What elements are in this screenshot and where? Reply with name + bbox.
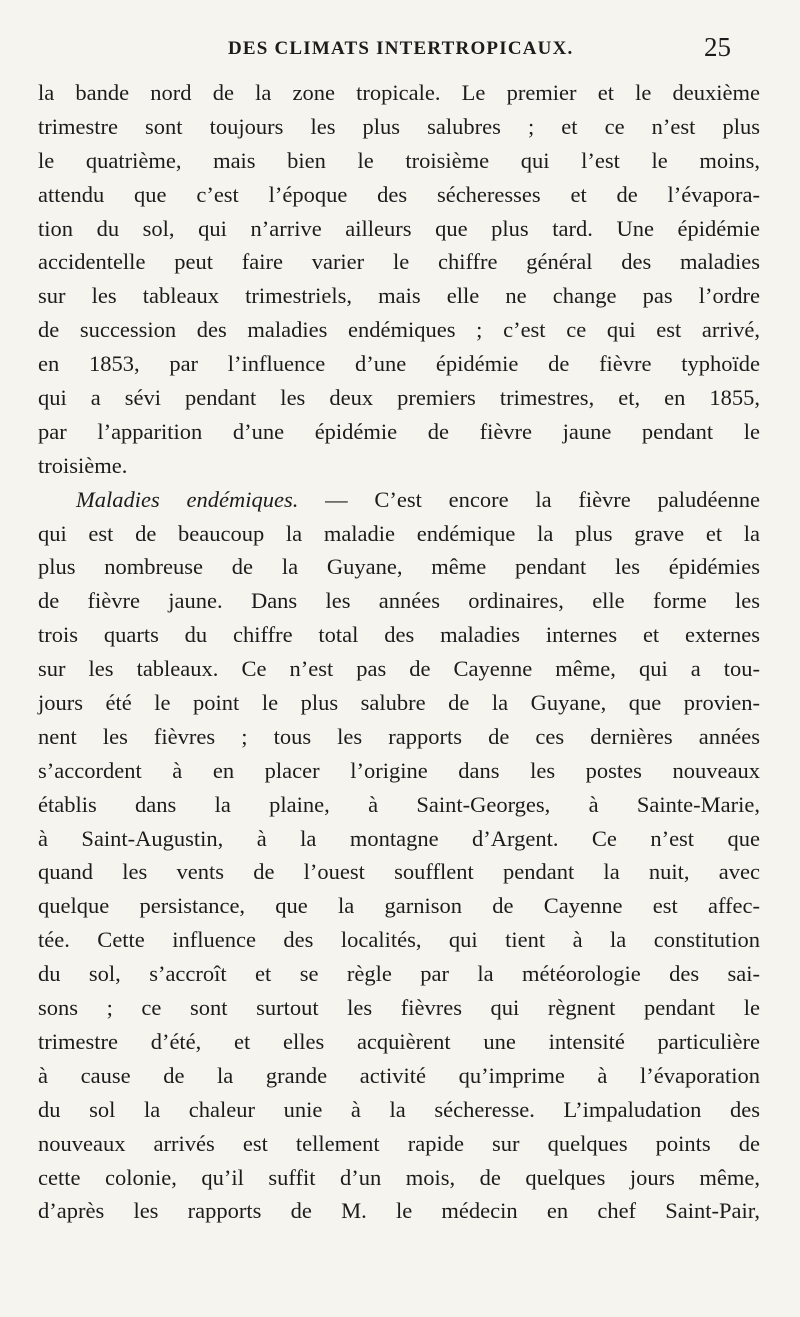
text-line: nent les fièvres ; tous les rapports de ces dernières années [38, 723, 760, 749]
text-line: à cause de la grande activité qu’imprime à l’évaporation [38, 1062, 760, 1088]
text-line: quand les vents de l’ouest soufflent pendant la nuit, avec [38, 859, 760, 885]
text-line: jours été le point le plus salubre de la Guyane, que provien- [38, 690, 760, 716]
text-line: du sol, s’accroît et se règle par la météorologie des sai- [38, 961, 760, 987]
text-line: de succession des maladies endémiques ; c’est ce qui est arrivé, [38, 317, 760, 343]
paragraph-2 [38, 483, 760, 1229]
text-line: qui est de beaucoup la maladie endémique la plus grave et la [38, 520, 760, 546]
text-line: sur les tableaux trimestriels, mais elle ne change pas l’ordre [38, 283, 760, 309]
page-number: 25 [704, 32, 731, 62]
text-line: la bande nord de la zone tropicale. Le premier et le deuxième [38, 80, 760, 105]
text-line: sons ; ce sont surtout les fièvres qui règnent pendant le [38, 995, 760, 1021]
paragraph-1 [38, 76, 760, 483]
text-line: de fièvre jaune. Dans les années ordinaires, elle forme les [38, 588, 760, 614]
text-line: par l’apparition d’une épidémie de fièvre jaune pendant le [38, 418, 760, 444]
lead-line-rest: — C’est encore la fièvre paludéenne [298, 486, 760, 512]
text-line: attendu que c’est l’époque des sécheresses et de l’évapora- [38, 181, 760, 207]
text-line: à Saint-Augustin, à la montagne d’Argent. Ce n’est que [38, 825, 760, 851]
text-line: établis dans la plaine, à Saint-Georges, à Sainte-Marie, [38, 791, 760, 817]
text-line: du sol la chaleur unie à la sécheresse. L’impaludation des [38, 1096, 760, 1122]
text-line: plus nombreuse de la Guyane, même pendant les épidémies [38, 554, 760, 580]
running-title: DES CLIMATS INTERTROPICAUX. [228, 38, 574, 59]
text-line: quelque persistance, que la garnison de Cayenne est affec- [38, 893, 760, 919]
text-line: accidentelle peut faire varier le chiffre général des maladies [38, 249, 760, 275]
running-header [0, 32, 800, 66]
text-line: nouveaux arrivés est tellement rapide sur quelques points de [38, 1130, 760, 1156]
text-line: trimestre d’été, et elles acquièrent une intensité particulière [38, 1028, 760, 1054]
text-line: tion du sol, qui n’arrive ailleurs que plus tard. Une épidémie [38, 215, 760, 241]
text-line: en 1853, par l’influence d’une épidémie de fièvre typhoïde [38, 351, 760, 377]
text-line: trois quarts du chiffre total des maladies internes et externes [38, 622, 760, 648]
text-line: d’après les rapports de M. le médecin en chef Saint-Pair, [38, 1198, 760, 1224]
text-line: sur les tableaux. Ce n’est pas de Cayenne même, qui a tou- [38, 656, 760, 682]
text-line: troisième. [38, 452, 128, 478]
paragraph-lead-line [38, 483, 760, 517]
text-line: tée. Cette influence des localités, qui tient à la constitution [38, 927, 760, 953]
text-line: s’accordent à en placer l’origine dans les postes nouveaux [38, 757, 760, 783]
text-line: qui a sévi pendant les deux premiers trimestres, et, en 1855, [38, 385, 760, 411]
section-lead-title: Maladies endémiques. [76, 486, 299, 512]
text-line: cette colonie, qu’il suffit d’un mois, de quelques jours même, [38, 1164, 760, 1190]
body-text [38, 76, 760, 1228]
text-line: le quatrième, mais bien le troisième qui l’est le moins, [38, 147, 760, 173]
text-line: trimestre sont toujours les plus salubres ; et ce n’est plus [38, 113, 760, 139]
